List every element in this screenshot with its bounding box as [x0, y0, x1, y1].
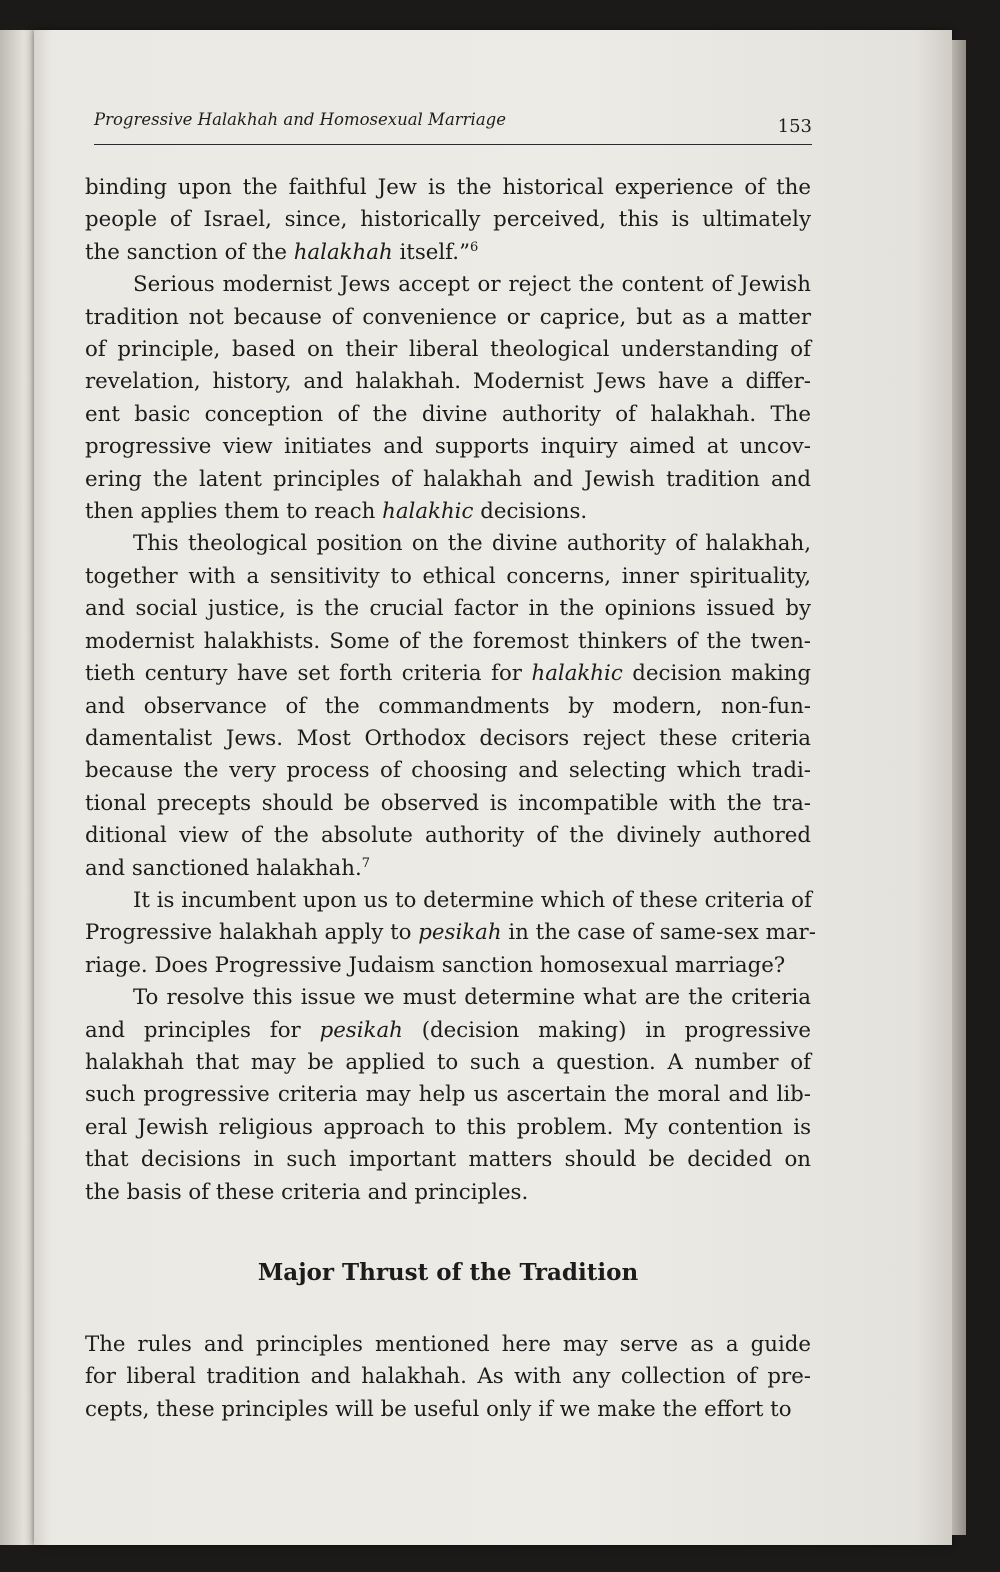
- paragraph: [85, 982, 811, 1209]
- paragraph: [85, 269, 811, 528]
- text-run: tional precepts should be observed is incompatible with the tra-: [85, 790, 811, 816]
- text-run: It is incumbent upon us to determine which of these criteria of: [133, 887, 812, 913]
- text-line: [85, 334, 811, 366]
- text-run: decision making: [622, 661, 812, 687]
- footnote-ref: 6: [469, 239, 479, 255]
- text-run: decisions.: [473, 499, 588, 525]
- text-run: and social justice, is the crucial factor in the opinions issued by: [85, 596, 811, 622]
- text-run: halakhah that may be applied to such a question. A number of: [85, 1049, 811, 1075]
- text-run: The rules and principles mentioned here may serve as a guide: [85, 1332, 811, 1357]
- text-line: [85, 561, 811, 593]
- text-line: [85, 658, 811, 690]
- body-text: [85, 172, 816, 1426]
- text-line: [85, 820, 811, 852]
- text-run: tradition not because of convenience or caprice, but as a matter: [85, 304, 811, 330]
- paragraph: [85, 528, 811, 884]
- text-line: [85, 528, 811, 560]
- paragraph: [85, 885, 816, 982]
- text-run: ditional view of the absolute authority of the divinely authored: [85, 823, 811, 849]
- page-number: 153: [777, 116, 812, 137]
- text-line: [85, 237, 811, 269]
- paragraphs: [85, 172, 816, 1209]
- previous-page-edge: [0, 30, 34, 1545]
- text-run: Serious modernist Jews accept or reject the content of Jewish: [133, 272, 811, 298]
- text-line: [85, 885, 811, 917]
- text-line: [85, 399, 811, 431]
- text-line: [85, 1144, 811, 1176]
- text-run: because the very process of choosing and selecting which tradi-: [85, 758, 811, 784]
- text-line: [85, 755, 811, 787]
- text-run: and principles for: [85, 1017, 320, 1043]
- text-run: modernist halakhists. Some of the foremost thinkers of the twen-: [85, 628, 811, 654]
- text-run: riage. Does Progressive Judaism sanction homosexual marriage?: [85, 952, 786, 978]
- text-line: [85, 1112, 811, 1144]
- text-run: itself.”: [392, 239, 470, 265]
- text-run: for liberal tradition and halakhah. As with any collection of pre-: [85, 1364, 811, 1390]
- text-line: [85, 431, 811, 463]
- text-run: cepts, these principles will be useful only if we make the effort to: [85, 1396, 792, 1422]
- text-run: in the case of same-sex mar-: [501, 920, 816, 946]
- text-line: [85, 464, 811, 496]
- italic-term: halakhic: [531, 661, 623, 687]
- text-run: of principle, based on their liberal theological understanding of: [85, 337, 811, 363]
- text-line: [85, 1015, 811, 1047]
- text-run: that decisions in such important matters should be decided on: [85, 1147, 811, 1173]
- text-line: [85, 593, 811, 625]
- text-line: [85, 172, 811, 204]
- text-run: progressive view initiates and supports inquiry aimed at uncov-: [85, 434, 811, 460]
- page-stack-edge: [952, 40, 966, 1535]
- text-run: binding upon the faithful Jew is the historical experience of the: [85, 175, 811, 200]
- text-run: revelation, history, and halakhah. Modernist Jews have a differ-: [85, 369, 811, 395]
- text-line: [85, 269, 811, 301]
- text-run: and observance of the commandments by modern, non-fun-: [85, 693, 811, 719]
- text-line: [85, 982, 811, 1014]
- text-run: the basis of these criteria and principles.: [85, 1179, 529, 1205]
- section-heading: Major Thrust of the Tradition: [257, 1259, 639, 1286]
- text-line: [85, 496, 811, 528]
- text-line: [85, 691, 811, 723]
- italic-term: pesikah: [319, 1017, 403, 1043]
- text-run: ent basic conception of the divine authority of halakhah. The: [85, 401, 811, 427]
- text-line: [85, 366, 811, 398]
- text-line: [85, 950, 811, 982]
- text-run: and sanctioned halakhah.: [85, 855, 362, 881]
- text-line: [85, 1177, 811, 1209]
- italic-term: halakhic: [382, 499, 474, 525]
- running-head-title: Progressive Halakhah and Homosexual Marriage: [94, 110, 507, 129]
- paragraph: [85, 1329, 811, 1426]
- text-run: To resolve this issue we must determine what are the criteria: [133, 985, 811, 1011]
- running-head: [94, 104, 812, 145]
- text-run: eral Jewish religious approach to this problem. My contention is: [85, 1114, 811, 1140]
- text-line: [85, 788, 811, 820]
- text-line: [85, 1361, 811, 1393]
- text-line: [85, 917, 816, 949]
- paragraph: [85, 172, 811, 269]
- text-run: This theological position on the divine authority of halakhah,: [133, 531, 811, 557]
- text-run: Progressive halakhah apply to: [85, 920, 419, 946]
- text-line: [85, 723, 811, 755]
- text-line: [85, 853, 811, 885]
- text-run: damentalist Jews. Most Orthodox decisors reject these criteria: [85, 725, 811, 751]
- text-line: [85, 204, 811, 236]
- final-paragraph: [85, 1329, 811, 1426]
- text-line: [85, 1079, 811, 1111]
- footnote-ref: 7: [361, 855, 371, 871]
- text-run: (decision making) in progressive: [402, 1017, 811, 1043]
- text-run: such progressive criteria may help us ascertain the moral and lib-: [85, 1082, 811, 1108]
- text-run: people of Israel, since, historically perceived, this is ultimately: [85, 207, 811, 233]
- text-line: [85, 626, 811, 658]
- text-line: [85, 1394, 811, 1426]
- text-line: [85, 302, 811, 334]
- text-run: together with a sensitivity to ethical concerns, inner spirituality,: [85, 563, 811, 589]
- text-run: ering the latent principles of halakhah and Jewish tradition and: [85, 466, 811, 492]
- text-run: tieth century have set forth criteria for: [85, 661, 532, 687]
- text-line: [85, 1329, 811, 1361]
- italic-term: pesikah: [418, 920, 502, 946]
- text-run: the sanction of the: [85, 239, 294, 265]
- text-run: then applies them to reach: [85, 499, 383, 525]
- text-line: [85, 1047, 811, 1079]
- italic-term: halakhah: [293, 239, 393, 265]
